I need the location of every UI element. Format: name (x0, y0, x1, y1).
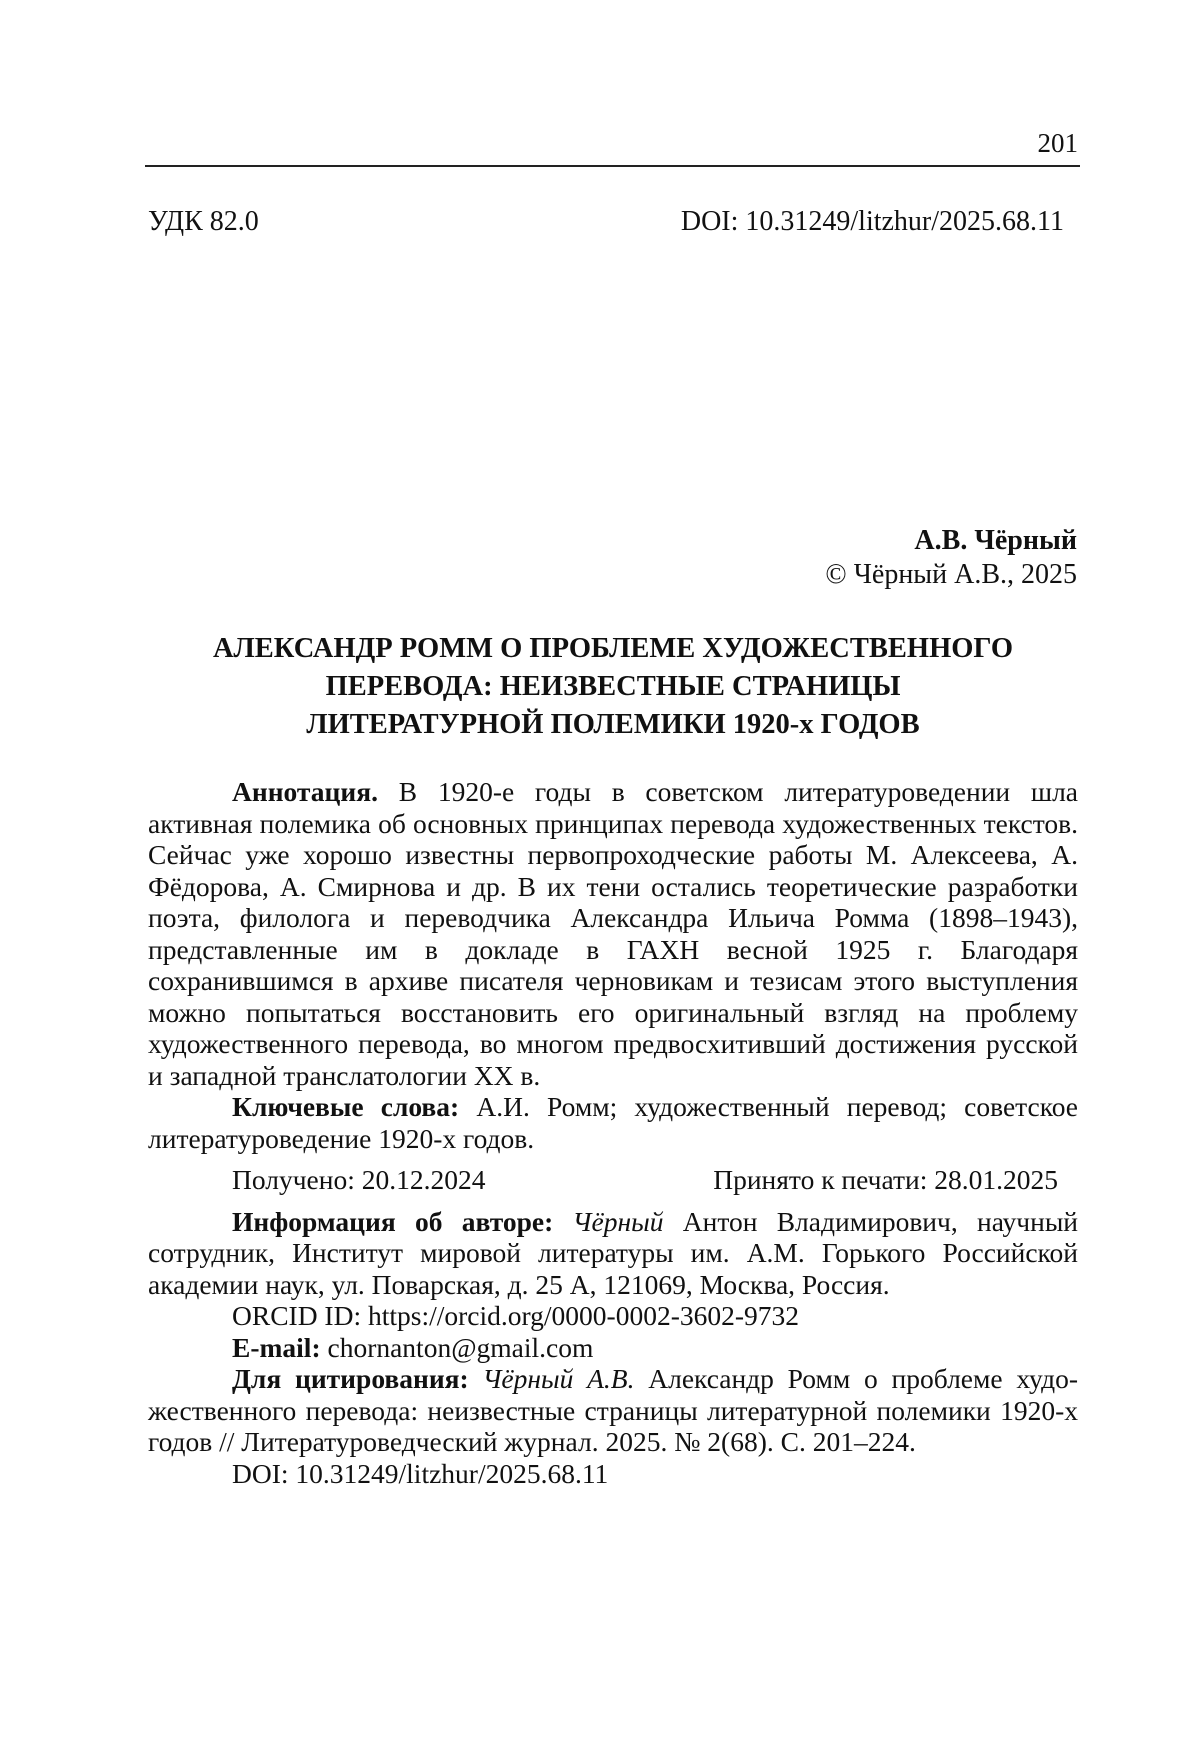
udk-code: УДК 82.0 (148, 206, 259, 237)
title-line: АЛЕКСАНДР РОММ О ПРОБЛЕМЕ ХУДОЖЕСТВЕННОГО (212, 633, 1014, 664)
orcid-line: ORCID ID: https://orcid.org/0000-0002-3602-9732 (232, 1300, 800, 1331)
author-info-label: Информация об авторе: (232, 1205, 554, 1237)
title-line: ЛИТЕРАТУРНОЙ ПОЛЕМИКИ 1920-х ГОДОВ (306, 709, 920, 740)
author-info-text: Антон Владимирович, научный сотрудник, Институт мировой литературы им. А.М. Горького Российской академии наук, ул. Поварская, д. 25 А, 121069, Москва, Россия. (148, 1205, 1079, 1300)
keywords-text: А.И. Ромм; художественный перевод; советское литературоведение 1920-х годов. (148, 1091, 1078, 1154)
email-line (148, 1332, 1078, 1364)
author-surname: Чёрный (572, 1205, 664, 1237)
author-block (825, 524, 1077, 592)
dates-row (148, 1164, 1078, 1196)
author-name: А.В. Чёрный (914, 525, 1077, 556)
citation-text: Александр Ромм о проблеме художественного перевода: неизвестные страницы литературной полемики 1920-х годов // Литературоведческий журнал. 2025. № 2(68). С. 201–224. (148, 1363, 1078, 1457)
accepted-date: Принято к печати: 28.01.2025 (713, 1164, 1058, 1195)
article-title (148, 630, 1078, 744)
citation-doi: DOI: 10.31249/litzhur/2025.68.11 (232, 1457, 609, 1489)
citation-paragraph (148, 1363, 1078, 1458)
email-label: E-mail: (232, 1331, 321, 1363)
page-number: 201 (1037, 128, 1078, 158)
citation-label: Для цитирования: (232, 1363, 469, 1394)
abstract-text: В 1920-е годы в советском литературоведении шла активная полемика об основных принципах перевода художественных текстов. Сейчас уже хорошо известны первопроходческие работы М. Алексеева, А. Фёдорова, А. Смирнова и др. В их тени остались теоретические разработки поэта, филолога и переводчика Александра Ильича Ромма (1898–1943), представленные им в докладе в ГАХН весной 1925 г. Благодаря сохранившимся в архиве писателя черновикам и тезисам этого выступления можно попытаться восстановить его оригинальный взгляд на проблему художественного перевода, во многом предвосхитивший достижения русской и западной транслатологии XX в. (148, 776, 1079, 1091)
keywords-label: Ключевые слова: (232, 1091, 460, 1122)
title-line: ПЕРЕВОДА: НЕИЗВЕСТНЫЕ СТРАНИЦЫ (325, 671, 901, 702)
email-address: chornanton@gmail.com (327, 1331, 594, 1363)
author-info-paragraph (148, 1206, 1078, 1301)
citation-author: Чёрный А.В. (482, 1363, 635, 1394)
abstract-label: Аннотация. (232, 776, 378, 807)
abstract-paragraph (148, 776, 1078, 1091)
received-date: Получено: 20.12.2024 (232, 1164, 486, 1195)
author-copyright: © Чёрный А.В., 2025 (825, 559, 1077, 590)
article-front-matter (148, 776, 1078, 1489)
doi-header: DOI: 10.31249/litzhur/2025.68.11 (680, 206, 1064, 237)
header-rule (145, 165, 1080, 167)
keywords-paragraph (148, 1091, 1078, 1154)
